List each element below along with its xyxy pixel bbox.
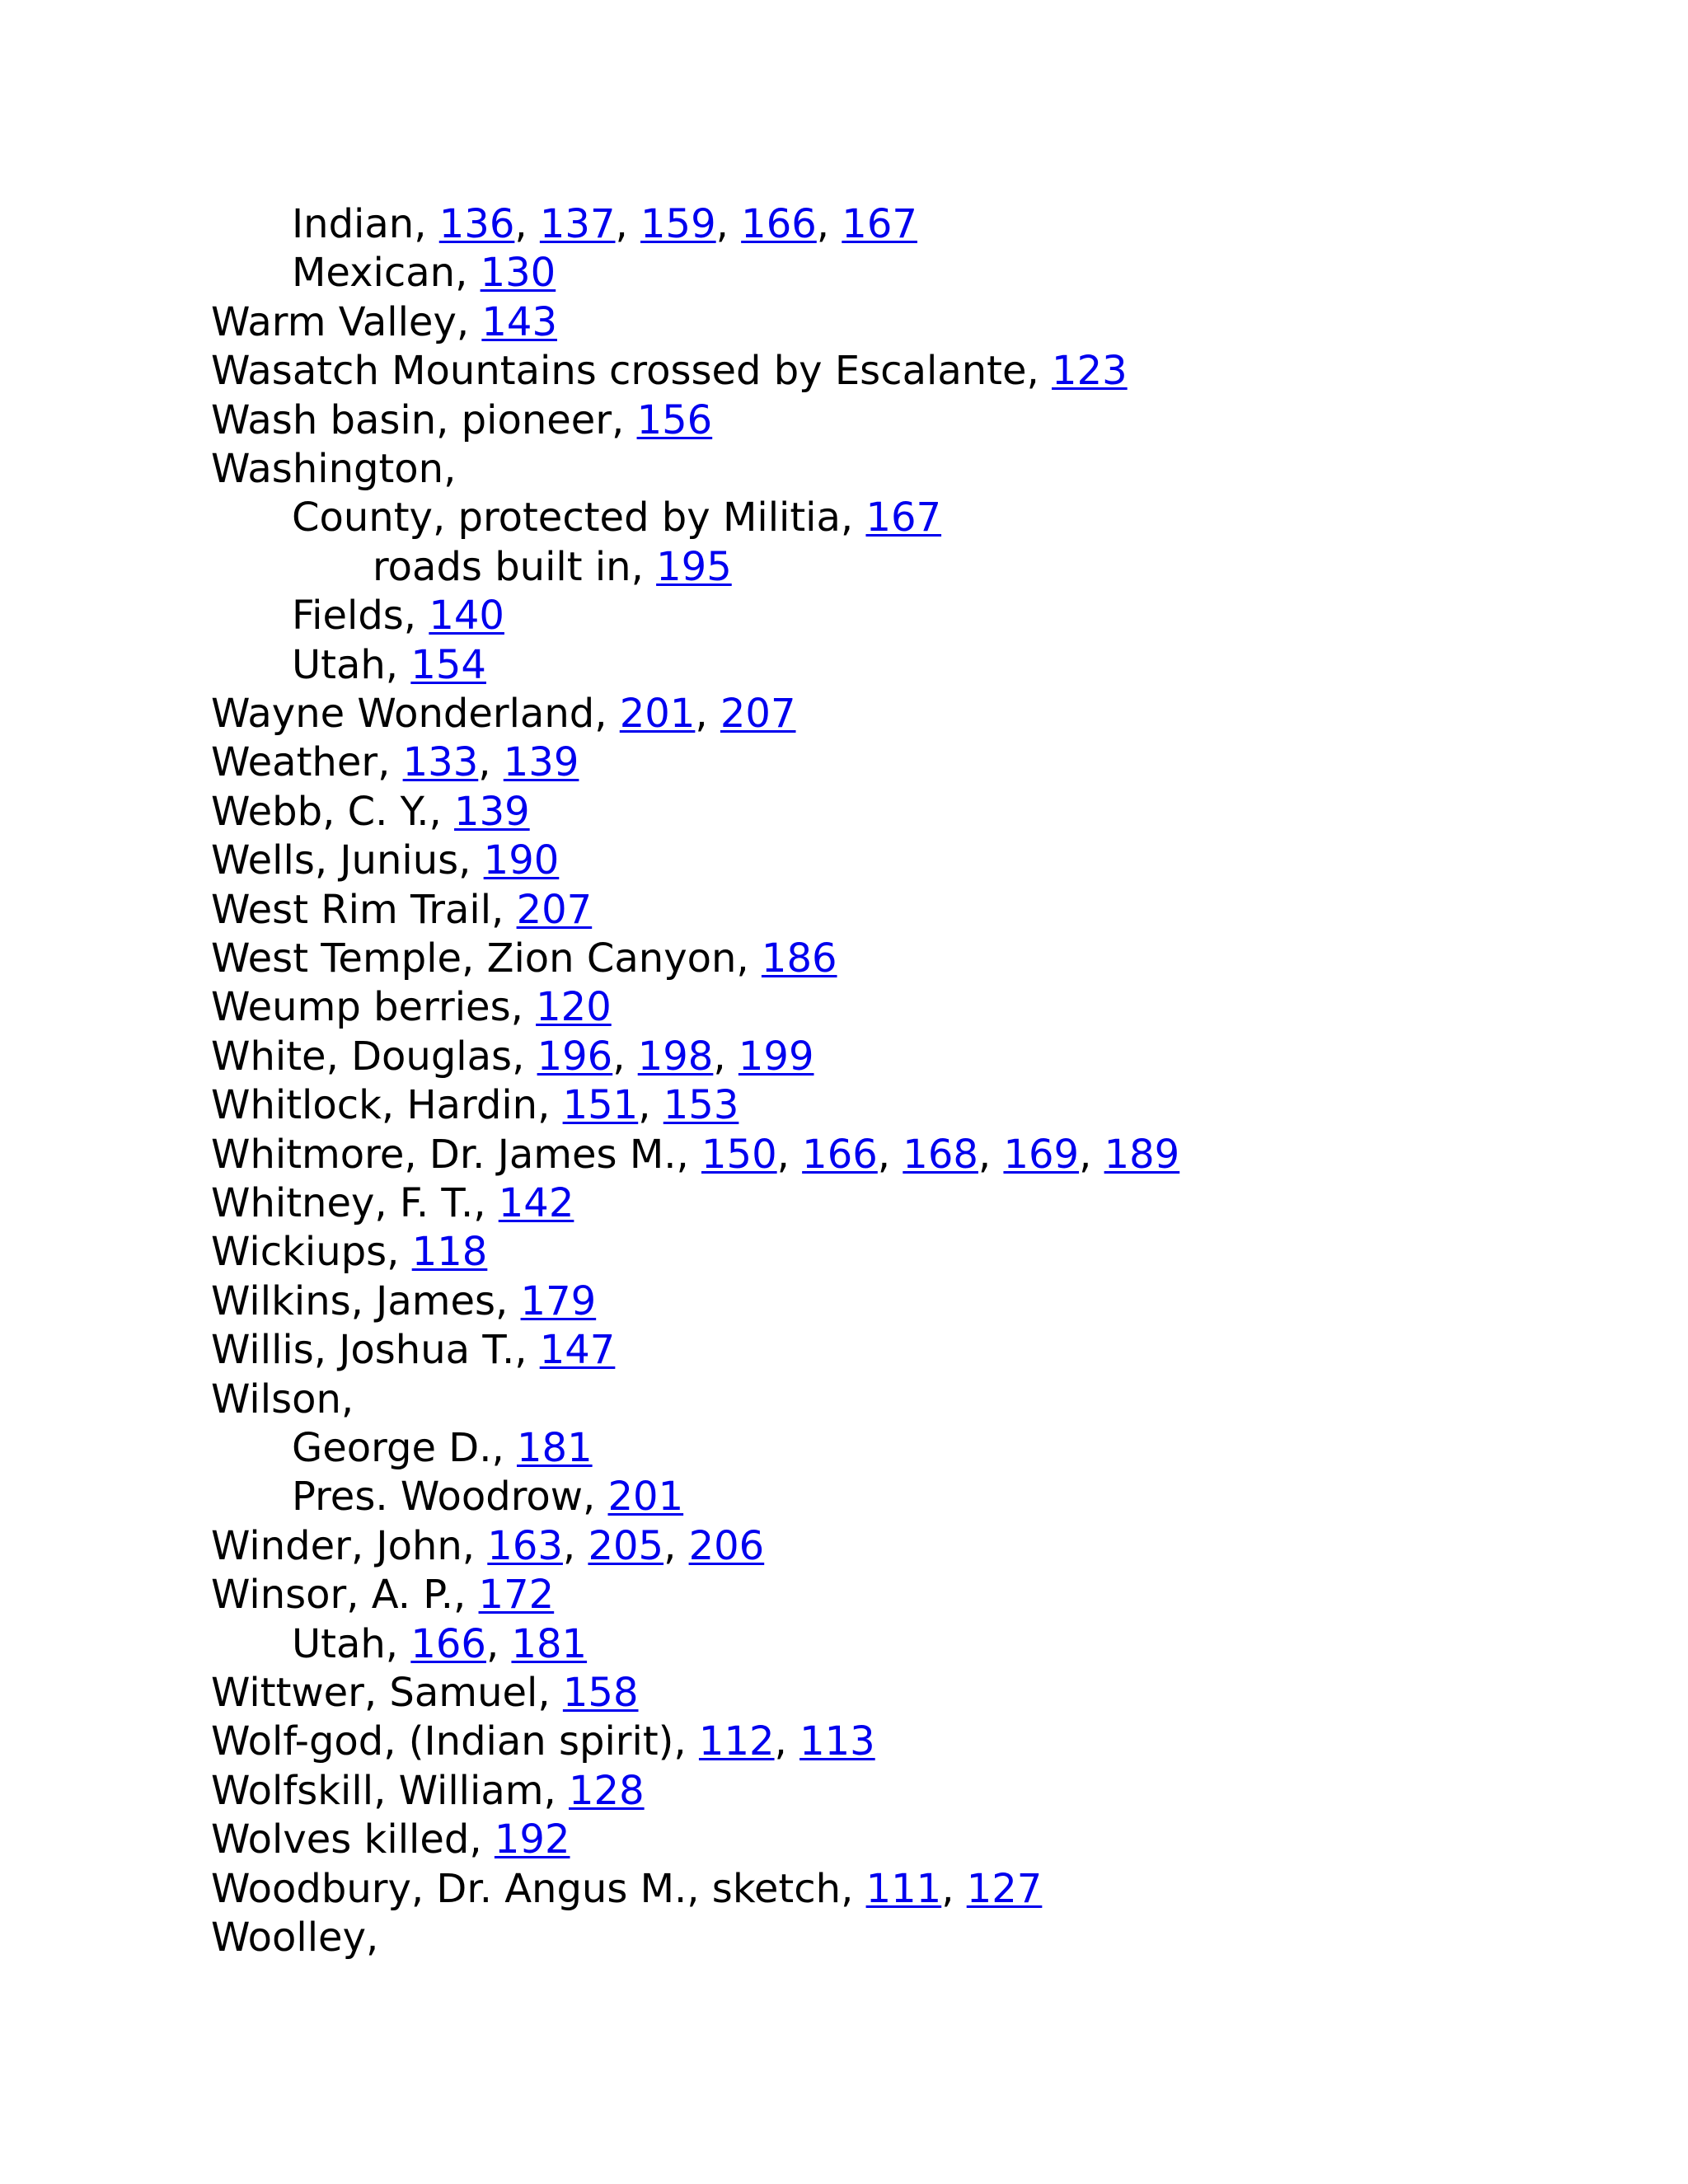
index-entry: [211, 346, 1128, 396]
index-entry: [211, 885, 592, 935]
page-link[interactable]: 179: [520, 1277, 597, 1324]
index-term: Weump berries,: [211, 984, 537, 1031]
index-entry: [211, 1815, 570, 1864]
index-entry: [292, 248, 556, 298]
page-link[interactable]: 169: [1003, 1131, 1080, 1178]
page-link[interactable]: 167: [865, 494, 942, 541]
index-entry: [211, 1130, 1179, 1179]
page-link[interactable]: 151: [562, 1082, 639, 1129]
page-link[interactable]: 133: [402, 739, 479, 786]
page-link[interactable]: 120: [536, 984, 612, 1031]
page-link[interactable]: 195: [656, 543, 732, 590]
page-separator: ,: [485, 1620, 512, 1667]
page-link[interactable]: 163: [487, 1522, 563, 1569]
index-entry: [373, 542, 732, 592]
page-link[interactable]: 128: [569, 1767, 645, 1814]
page-link[interactable]: 154: [410, 641, 486, 688]
page-link[interactable]: 181: [511, 1620, 588, 1667]
index-entry: [211, 787, 530, 837]
index-entry: [211, 444, 456, 494]
index-entry: [211, 1325, 615, 1375]
index-entry: [211, 1277, 596, 1326]
index-term: West Temple, Zion Canyon,: [211, 935, 762, 982]
page-link[interactable]: 111: [865, 1865, 942, 1912]
page-separator: ,: [638, 1082, 663, 1129]
page-link[interactable]: 198: [637, 1033, 714, 1080]
page-link[interactable]: 196: [537, 1033, 613, 1080]
index-term: Wittwer, Samuel,: [211, 1670, 563, 1716]
index-term: Utah,: [292, 641, 411, 688]
page-separator: ,: [663, 1522, 689, 1569]
page-link[interactable]: 142: [498, 1180, 574, 1226]
index-entry: [211, 396, 712, 445]
index-entry: [211, 1717, 875, 1766]
index-entry: [211, 1032, 814, 1081]
index-term: Indian,: [292, 201, 439, 247]
index-term: Willis, Joshua T.,: [211, 1327, 540, 1374]
index-term: Warm Valley,: [211, 298, 482, 345]
index-entry: [292, 1423, 593, 1473]
index-entry: [211, 934, 837, 983]
page-separator: ,: [877, 1131, 903, 1178]
page-link[interactable]: 118: [411, 1229, 488, 1276]
index-term: West Rim Trail,: [211, 886, 517, 933]
index-entry: [211, 1864, 1042, 1914]
index-term: Utah,: [292, 1620, 411, 1667]
page-link[interactable]: 139: [503, 739, 579, 786]
page-link[interactable]: 199: [738, 1033, 814, 1080]
index-entry: [211, 1080, 738, 1130]
page-link[interactable]: 139: [454, 788, 530, 835]
page-link[interactable]: 201: [607, 1474, 684, 1521]
page-link[interactable]: 189: [1104, 1131, 1180, 1178]
page-separator: ,: [941, 1865, 967, 1912]
index-term: roads built in,: [373, 543, 657, 590]
page-link[interactable]: 205: [588, 1522, 664, 1569]
page-link[interactable]: 207: [720, 691, 796, 737]
page-link[interactable]: 159: [640, 201, 716, 247]
page-separator: ,: [615, 201, 641, 247]
page-link[interactable]: 192: [494, 1816, 570, 1863]
index-term: Wash basin, pioneer,: [211, 396, 637, 443]
index-term: Wickiups,: [211, 1229, 412, 1276]
index-entry: [211, 738, 579, 787]
index-entry: [292, 591, 504, 640]
page-separator: ,: [816, 201, 842, 247]
index-entry: [211, 1913, 378, 1962]
page-separator: ,: [478, 739, 504, 786]
index-entry: [292, 493, 941, 542]
page-separator: ,: [612, 1033, 638, 1080]
index-term: Whitlock, Hardin,: [211, 1082, 563, 1129]
index-entry: [211, 1668, 639, 1718]
index-entry: [292, 1619, 587, 1669]
index-term: Pres. Woodrow,: [292, 1474, 608, 1521]
index-term: Wells, Junius,: [211, 837, 484, 884]
index-term: County, protected by Militia,: [292, 494, 866, 541]
page-link[interactable]: 140: [429, 593, 504, 640]
page-link[interactable]: 190: [483, 837, 560, 884]
index-term: Whitmore, Dr. James M.,: [211, 1131, 702, 1178]
index-entry: [211, 1375, 354, 1424]
page-link[interactable]: 143: [481, 298, 557, 345]
page-link[interactable]: 181: [516, 1425, 593, 1471]
index-entry: [292, 640, 486, 690]
page-link[interactable]: 166: [741, 201, 817, 247]
page-separator: ,: [562, 1522, 588, 1569]
page-link[interactable]: 166: [802, 1131, 878, 1178]
page-separator: ,: [713, 1033, 738, 1080]
page-link[interactable]: 168: [903, 1131, 978, 1178]
page-link[interactable]: 113: [799, 1718, 875, 1765]
page-link[interactable]: 167: [842, 201, 917, 247]
page-separator: ,: [774, 1718, 800, 1765]
index-entry: [211, 1570, 554, 1619]
page-link[interactable]: 136: [438, 201, 515, 247]
page-separator: ,: [695, 691, 720, 737]
index-term: Mexican,: [292, 250, 481, 297]
index-term: Webb, C. Y.,: [211, 788, 455, 835]
index-term: Weather,: [211, 739, 403, 786]
page-link[interactable]: 130: [480, 250, 556, 297]
index-term: Fields,: [292, 593, 429, 640]
index-term: Wolf-god, (Indian spirit),: [211, 1718, 699, 1765]
index-term: Whitney, F. T.,: [211, 1180, 499, 1226]
index-entry: [211, 836, 559, 885]
index-term: Wolves killed,: [211, 1816, 495, 1863]
index-entry: [292, 1472, 683, 1521]
page-link[interactable]: 123: [1052, 348, 1128, 395]
page-link[interactable]: 166: [410, 1620, 486, 1667]
page-link[interactable]: 127: [966, 1865, 1043, 1912]
index-term: Winder, John,: [211, 1522, 488, 1569]
page-link[interactable]: 137: [539, 201, 616, 247]
index-term: Wilson,: [211, 1376, 354, 1422]
index-term: Woolley,: [211, 1915, 379, 1961]
index-term: Washington,: [211, 446, 457, 492]
page-separator: ,: [978, 1131, 1004, 1178]
index-entry: [292, 199, 917, 249]
index-term: Wasatch Mountains crossed by Escalante,: [211, 348, 1053, 395]
page-link[interactable]: 150: [701, 1131, 777, 1178]
page-separator: ,: [715, 201, 742, 247]
page-link[interactable]: 158: [562, 1670, 639, 1716]
index-entry: [211, 1227, 487, 1277]
page-link[interactable]: 207: [516, 886, 593, 933]
index-term: George D.,: [292, 1425, 517, 1471]
page-link[interactable]: 172: [478, 1572, 555, 1619]
index-entry: [211, 689, 796, 738]
page-link[interactable]: 147: [539, 1327, 616, 1374]
index-entry: [211, 1179, 574, 1228]
page-link[interactable]: 206: [688, 1522, 765, 1569]
index-entry: [211, 982, 612, 1032]
page-link[interactable]: 112: [698, 1718, 775, 1765]
page-separator: ,: [514, 201, 540, 247]
index-entry: [211, 1521, 764, 1571]
index-entry: [211, 298, 557, 347]
index-term: Wilkins, James,: [211, 1277, 521, 1324]
page-link[interactable]: 153: [663, 1082, 739, 1129]
page-separator: ,: [776, 1131, 803, 1178]
index-entry: [211, 1766, 645, 1816]
index-term: Winsor, A. P.,: [211, 1572, 479, 1619]
index-term: Wolfskill, William,: [211, 1767, 570, 1814]
page-link[interactable]: 186: [761, 935, 837, 982]
index-term: White, Douglas,: [211, 1033, 537, 1080]
index-term: Wayne Wonderland,: [211, 691, 620, 737]
page-link[interactable]: 156: [636, 396, 713, 443]
page-separator: ,: [1079, 1131, 1104, 1178]
index-term: Woodbury, Dr. Angus M., sketch,: [211, 1865, 866, 1912]
page-link[interactable]: 201: [619, 691, 696, 737]
